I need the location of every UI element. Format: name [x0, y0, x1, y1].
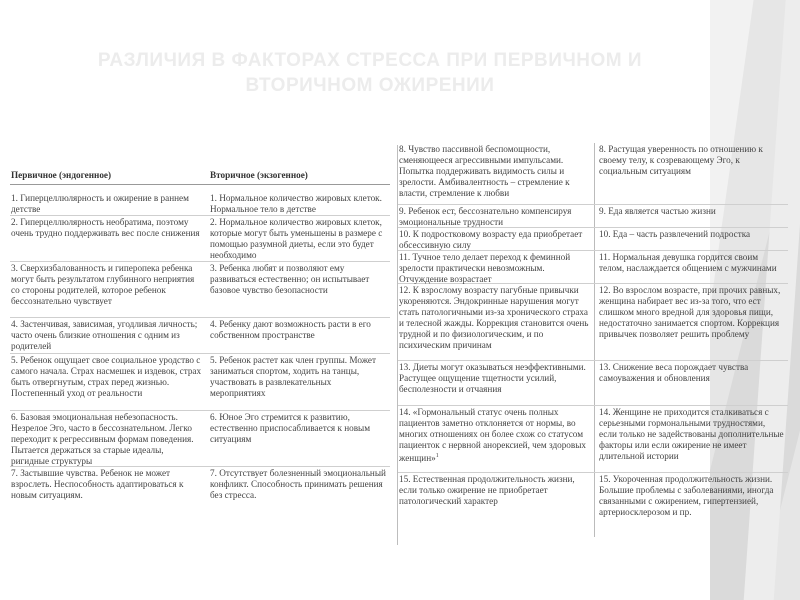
cell-secondary: 13. Снижение веса порождает чувства самоуважения и обновления	[594, 361, 788, 405]
table-row	[10, 216, 390, 262]
table-row	[10, 262, 390, 318]
table-row	[10, 467, 390, 503]
table-row	[10, 318, 390, 354]
cell-secondary: 11. Нормальная девушка гордится своим телом, наслаждается общением с мужчинами	[594, 251, 788, 283]
cell-primary: 10. К подростковому возрасту еда приобретает обсессивную силу	[399, 229, 583, 250]
table-header	[10, 157, 390, 185]
table-row	[398, 473, 788, 537]
cell-secondary: 6. Юное Эго стремится к развитию, естественно приспосабливается к новым ситуациям	[210, 412, 371, 444]
table-row	[398, 205, 788, 228]
cell-secondary: 4. Ребенку дают возможность расти в его собственном пространстве	[210, 319, 371, 340]
cell-primary-text: 14. «Гормональный статус очень полных пациентов заметно отклоняется от нормы, во многих отношениях он более схож со статусом пациенток с нервной анорексией, чем здоровых женщин»	[399, 407, 587, 463]
cell-primary: 15. Естественная продолжительность жизни, если только ожирение не приобретает патологический характер	[399, 474, 575, 506]
cell-secondary: 1. Нормальное количество жировых клеток. Нормальное тело в детстве	[210, 193, 382, 214]
cell-primary: 7. Застывшие чувства. Ребенок не может взрослеть. Неспособность адаптироваться к новым ситуациям.	[11, 468, 184, 500]
cell-secondary: 10. Еда – часть развлечений подростка	[594, 228, 788, 250]
table-row	[398, 251, 788, 284]
table-row	[398, 406, 788, 473]
cell-secondary: 8. Растущая уверенность по отношению к своему телу, к созревающему Эго, к социальным ситуациям	[594, 143, 788, 204]
table-row	[10, 354, 390, 411]
cell-primary: 1. Гиперцеллюлярность и ожирение в раннем детстве	[11, 193, 189, 214]
cell-primary: 11. Тучное тело делает переход к феминной зрелости практически невозможным. Отчуждение возрастает	[399, 252, 571, 284]
slide-title: РАЗЛИЧИЯ В ФАКТОРАХ СТРЕССА ПРИ ПЕРВИЧНОМ И ВТОРИЧНОМ ОЖИРЕНИИ	[97, 50, 643, 96]
cell-primary: 13. Диеты могут оказываться неэффективными. Растущее ощущение тщетности усилий, бесполезности и отчаяния	[399, 362, 586, 394]
cell-secondary: 14. Женщине не приходится сталкиваться с серьезными гормональными трудностями, если только не задействованы дополнительные факторы или если ожирение не имеет длительной истории	[594, 406, 788, 472]
header-primary: Первичное (эндогенное)	[11, 170, 112, 181]
cell-secondary: 5. Ребенок растет как член группы. Может заниматься спортом, ходить на танцы, участвовать в развлекательных мероприятиях	[210, 355, 377, 398]
cell-secondary: 12. Во взрослом возрасте, при прочих равных, женщина набирает вес из-за того, что ест слишком много вредной для здоровья пищи, недостаточно занимается спортом. Коррекция привычек позволяет решить проблему	[594, 284, 788, 360]
cell-primary	[398, 406, 594, 472]
cell-primary: 8. Чувство пассивной беспомощности, сменяющееся агрессивными импульсами. Попытка поддерживать видимость силы и зрелости. Амбивалентность – стремление к власти, стремление к любви	[399, 144, 570, 198]
cell-primary: 4. Застенчивая, зависимая, угодливая личность; часто очень близкие отношения с одним из родителей	[11, 319, 198, 351]
cell-primary: 12. К взрослому возрасту пагубные привычки укореняются. Эндокринные нарушения могут стать патологичными из-за хронического страха и телесной жажды. Коррекция становится очень трудной и по физиологическим, и по психическим причинам	[399, 285, 589, 350]
table-right	[398, 143, 788, 537]
cell-primary: 9. Ребенок ест, бессознательно компенсируя эмоциональные трудности	[399, 206, 572, 227]
cell-secondary: 15. Укороченная продолжительность жизни. Большие проблемы с заболеваниями, иногда связанными с ожирением, гипертензией, артериосклерозом и пр.	[594, 473, 788, 537]
cell-primary: 3. Сверхизбалованность и гиперопека ребенка могут быть результатом глубинного неприятия со стороны родителей, которое ребенок бессознательно чувствует	[11, 263, 195, 306]
cell-secondary: 7. Отсутствует болезненный эмоциональный конфликт. Способность принимать решения без стресса.	[210, 468, 386, 500]
footnote-marker: 1	[435, 452, 439, 459]
table-row	[398, 143, 788, 205]
table-row	[398, 361, 788, 406]
cell-primary: 5. Ребенок ощущает свое социальное уродство с самого начала. Страх насмешек и издевок, страх быть отвергнутым, страх перед жизнью. Постепенный уход от реальности	[11, 355, 202, 398]
cell-primary: 6. Базовая эмоциональная небезопасность. Незрелое Эго, часто в бессознательном. Легко переходит к регрессивным формам поведения. Пытается держаться за старые идеалы, ригидные структуры	[11, 412, 194, 466]
table-left	[10, 157, 390, 503]
cell-secondary: 3. Ребенка любят и позволяют ему развиваться естественно; он испытывает базовое чувство безопасности	[210, 263, 370, 295]
table-row	[10, 192, 390, 216]
table-row	[398, 228, 788, 251]
table-row	[398, 284, 788, 361]
cell-secondary: 9. Еда является частью жизни	[594, 205, 788, 227]
cell-primary: 2. Гиперцеллюлярность необратима, поэтому очень трудно поддерживать вес после снижения	[11, 217, 200, 238]
table-row	[10, 411, 390, 467]
cell-secondary: 2. Нормальное количество жировых клеток, которые могут быть уменьшены в размере с помощью разумной диеты, если это будет необходимо	[210, 217, 383, 260]
header-secondary: Вторичное (экзогенное)	[210, 170, 308, 181]
